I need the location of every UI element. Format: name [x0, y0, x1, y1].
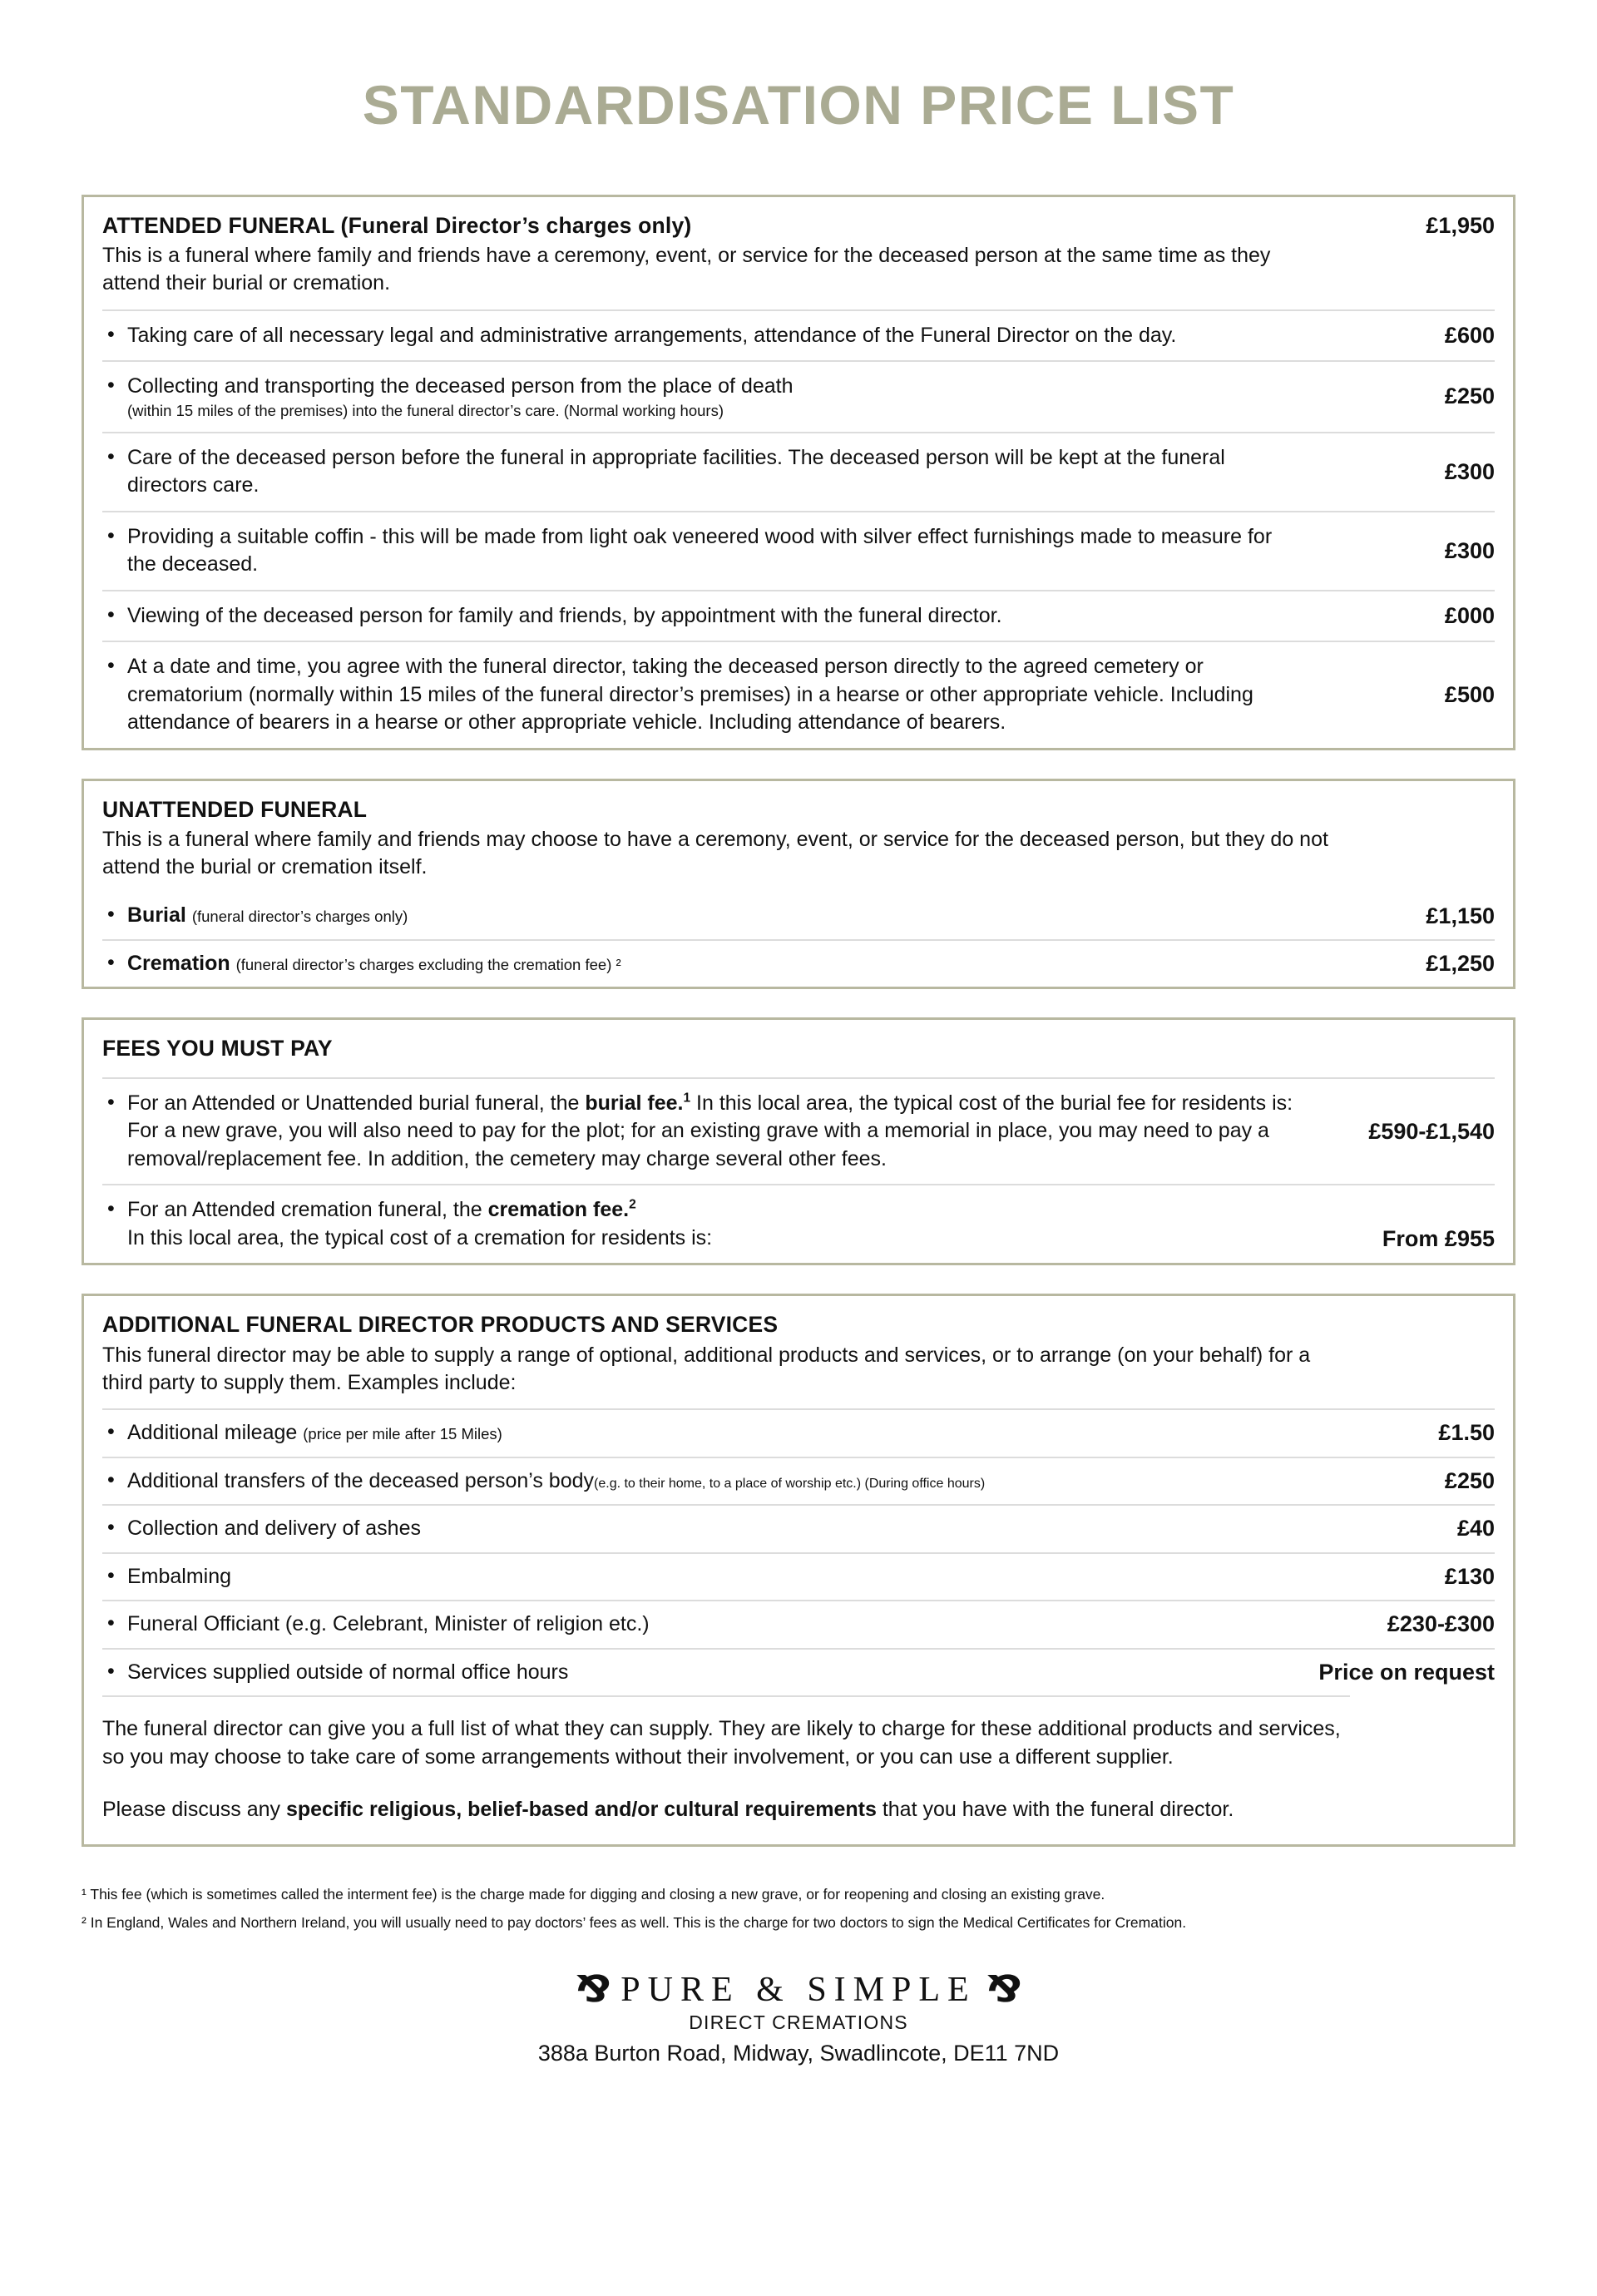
footnote-item — [82, 1883, 1515, 1905]
section-title: ATTENDED FUNERAL (Funeral Director’s charges only) — [102, 212, 692, 238]
line-item — [102, 511, 1495, 590]
line-item-price: £1.50 — [1438, 1420, 1495, 1446]
line-item — [102, 1457, 1495, 1505]
line-item-text-bold: cremation fee. — [487, 1198, 630, 1222]
line-item-text-pre: For an Attended or Unattended burial funeral, the — [127, 1091, 586, 1115]
line-item-text-row — [102, 1196, 1295, 1225]
line-item-text-group — [102, 1090, 1317, 1174]
section-intro: This funeral director may be able to supply a range of optional, additional products and services, or to arrange (on your behalf) for a third party to supply them. Examples include: — [102, 1343, 1311, 1394]
line-item — [102, 1504, 1495, 1552]
section-intro: This is a funeral where family and friends have a ceremony, event, or service for the deceased person at the same time as they attend their burial or cremation. — [102, 244, 1271, 295]
line-item-text: • Care of the deceased person before the funeral in appropriate facilities. The deceased person will be kept at the funeral directors care. — [102, 444, 1317, 500]
line-item-price: £1,150 — [1426, 903, 1495, 928]
line-item — [102, 1552, 1495, 1601]
footnotes — [82, 1875, 1515, 1934]
unattended-items-list — [102, 893, 1495, 987]
line-item-price: £500 — [1444, 681, 1495, 707]
line-item-price: £600 — [1444, 322, 1495, 348]
line-item-price: £1,250 — [1426, 951, 1495, 977]
additional-items-list — [102, 1408, 1495, 1695]
line-item-text-post: In this local area, the typical cost of the burial fee for residents is: For a new grave, you will also need to pay for the plot; for an existing grave with a memorial in place, you may need to pay a removal/replacement fee. In addition, the cemetery may charge several other fees. — [127, 1091, 1293, 1170]
line-item-price: £40 — [1456, 1516, 1495, 1541]
section-price: £1,950 — [1426, 212, 1495, 238]
footer — [82, 1940, 1515, 2066]
footnote-marker: ¹ — [82, 1885, 87, 1903]
section-header — [102, 1296, 1495, 1408]
line-item-text-group — [102, 373, 1317, 421]
price-list-page — [0, 37, 1597, 2296]
line-item — [102, 641, 1495, 748]
section-header — [102, 197, 1495, 309]
line-item — [102, 939, 1495, 987]
line-item-price: Price on request — [1318, 1659, 1495, 1685]
line-item-price: £590-£1,540 — [1368, 1118, 1495, 1144]
line-item-text: • At a date and time, you agree with the funeral director, taking the deceased person directly to the agreed cemetery or crematorium (normally within 15 miles of the funeral director’s premises) in a hearse or other appropriate vehicle. Including attendance of bearers in a hearse or other appropriate vehicle. Including attendance of bearers. — [102, 653, 1317, 737]
line-item-text-group — [102, 902, 1317, 930]
company-address: 388a Burton Road, Midway, Swadlincote, DE11 7ND — [537, 2041, 1060, 2066]
line-item-price: £250 — [1444, 383, 1495, 409]
line-item-text: • Providing a suitable coffin - this will be made from light oak veneered wood with silver effect furnishings made to measure for the deceased. — [102, 523, 1317, 579]
section-attended-funeral — [82, 195, 1515, 750]
footnote-ref: 1 — [683, 1091, 691, 1106]
footnote-marker: ² — [82, 1913, 87, 1931]
footnote-text: In England, Wales and Northern Ireland, you will usually need to pay doctors’ fees as well. This is the charge for two doctors to sign the Medical Certificates for Cremation. — [90, 1913, 1187, 1931]
line-item — [102, 360, 1495, 432]
line-item — [102, 432, 1495, 511]
line-item-text: Additional transfers of the deceased person’s body — [127, 1468, 595, 1492]
line-item-note: (e.g. to their home, to a place of worship etc.) (During office hours) — [594, 1476, 986, 1491]
closing-paragraph-1: The funeral director can give you a full list of what they can supply. They are likely to charge for these additional products and services, so you may choose to take care of some arrangements without their involvement, or you can use a different supplier. — [102, 1717, 1341, 1769]
footnote-ref: 2 — [629, 1197, 636, 1212]
section-additional-products — [82, 1294, 1515, 1846]
line-item-text-group — [102, 1467, 1317, 1496]
closing-part-b: that you have with the funeral director. — [876, 1798, 1234, 1822]
section-fees-you-must-pay — [82, 1017, 1515, 1265]
swirl-right-icon: ⅋ — [985, 1968, 1022, 2011]
line-item-text-group — [102, 950, 1317, 978]
section-unattended-funeral — [82, 779, 1515, 990]
brand-tagline: DIRECT CREMATIONS — [689, 2011, 908, 2034]
line-item — [102, 1600, 1495, 1648]
closing-part-bold: specific religious, belief-based and/or cultural requirements — [285, 1798, 877, 1822]
line-item-text-group — [102, 1419, 1317, 1447]
line-item-price: From £955 — [1382, 1226, 1495, 1252]
section-intro: This is a funeral where family and friends may choose to have a ceremony, event, or service for the deceased person, but they do not attend the burial or cremation itself. — [102, 827, 1328, 879]
swirl-left-icon: ⅋ — [575, 1968, 612, 2011]
line-item — [102, 893, 1495, 939]
line-item-price: £230-£300 — [1387, 1611, 1495, 1637]
line-item-text: • Taking care of all necessary legal and administrative arrangements, attendance of the Funeral Director on the day. — [102, 322, 1317, 350]
line-item-price: £300 — [1444, 537, 1495, 563]
line-item — [102, 1648, 1495, 1696]
line-item-text: • Collecting and transporting the deceased person from the place of death — [102, 373, 1295, 401]
line-item-text: • Embalming — [102, 1563, 1317, 1591]
footnote-item — [82, 1912, 1515, 1933]
line-item — [102, 1408, 1495, 1457]
closing-part-a: Please discuss any — [102, 1798, 286, 1822]
page-title: STANDARDISATION PRICE LIST — [362, 74, 1235, 136]
line-item — [102, 1077, 1495, 1185]
section-header — [102, 781, 1495, 893]
line-item-note: (funeral director’s charges excluding the cremation fee) ² — [235, 955, 621, 973]
line-item-note: (price per mile after 15 Miles) — [303, 1425, 502, 1443]
line-item-text: • Viewing of the deceased person for family and friends, by appointment with the funeral director. — [102, 602, 1317, 631]
line-item-price: £000 — [1444, 602, 1495, 628]
line-item — [102, 1184, 1495, 1263]
line-item-text-pre: For an Attended cremation funeral, the — [127, 1198, 488, 1222]
line-item-text-group — [102, 1196, 1317, 1252]
footnote-text: This fee (which is sometimes called the interment fee) is the charge made for digging and closing a new grave, or for reopening and closing an existing grave. — [90, 1885, 1105, 1903]
line-item-lead: Cremation — [127, 951, 230, 975]
section-title: FEES YOU MUST PAY — [102, 1036, 333, 1061]
line-item — [102, 309, 1495, 361]
section-header — [102, 1020, 1495, 1076]
brand-logo — [82, 1970, 1515, 2010]
line-item-text: Additional mileage — [127, 1421, 298, 1445]
line-item-text: • Services supplied outside of normal office hours — [102, 1659, 1317, 1687]
line-item-text: • Collection and delivery of ashes — [102, 1515, 1317, 1543]
section-title: ADDITIONAL FUNERAL DIRECTOR PRODUCTS AND SERVICES — [102, 1312, 779, 1338]
closing-paragraph-2 — [102, 1796, 1350, 1824]
line-item-price: £250 — [1444, 1467, 1495, 1493]
line-item-text: • Funeral Officiant (e.g. Celebrant, Minister of religion etc.) — [102, 1611, 1317, 1639]
line-item-lead: Burial — [127, 903, 186, 928]
line-item-text-line2: In this local area, the typical cost of a cremation for residents is: — [127, 1225, 713, 1249]
attended-items-list — [102, 309, 1495, 748]
line-item-note: (funeral director’s charges only) — [191, 908, 408, 926]
section-title: UNATTENDED FUNERAL — [102, 796, 368, 822]
fees-items-list — [102, 1077, 1495, 1264]
line-item — [102, 590, 1495, 641]
line-item-price: £130 — [1444, 1563, 1495, 1589]
line-item-price: £300 — [1444, 458, 1495, 484]
line-item-subtext: (within 15 miles of the premises) into the funeral director’s care. (Normal working hours) — [127, 401, 724, 419]
section-closing-text — [102, 1695, 1350, 1844]
brand-name: PURE & SIMPLE — [621, 1971, 976, 2010]
line-item-text-bold: burial fee. — [585, 1091, 684, 1115]
